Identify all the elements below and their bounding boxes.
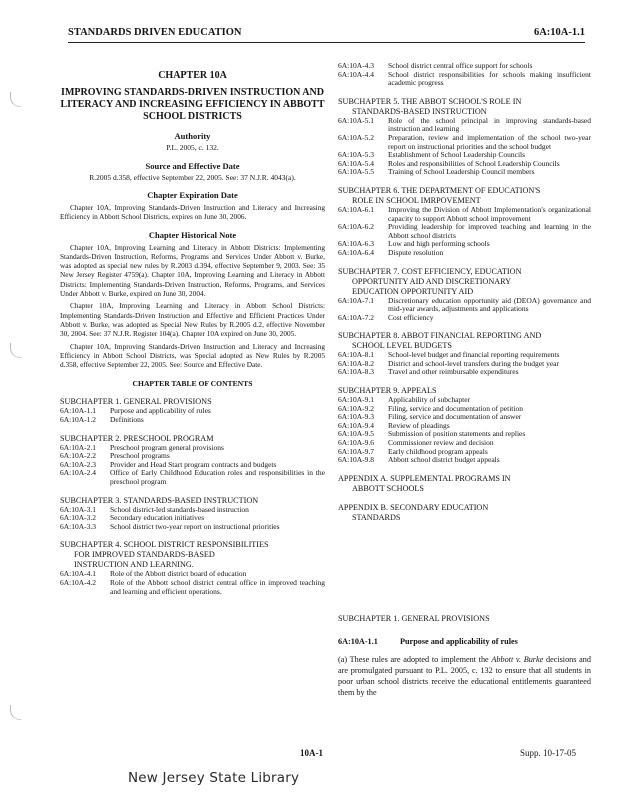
toc-entry — [60, 469, 325, 486]
toc-entry — [338, 456, 591, 465]
rule-number: 6A:10A-1.1 — [338, 637, 378, 646]
toc-entry-title: Role of the Abbott district board of education — [110, 569, 247, 579]
toc-entry-number: 6A:10A-2.4 — [60, 468, 97, 478]
toc-entry-title: School district-led standards-based instruction — [110, 504, 249, 514]
toc-entry-number: 6A:10A-6.3 — [338, 239, 375, 249]
source-text: R.2005 d.358, effective September 22, 2005. See: 37 N.J.R. 4043(a). — [89, 172, 296, 182]
expiration-text: Chapter 10A, Improving Standards-Driven Instruction and Literacy and Increasing Efficiency in Abbott School Districts, expires on June 30, 2006. — [60, 203, 325, 222]
expiration-heading: Chapter Expiration Date — [147, 190, 238, 200]
chapter-subtitle: IMPROVING STANDARDS-DRIVEN INSTRUCTION AND LITERACY AND INCREASING EFFICIENCY IN ABBOTT SCHOOL DISTRICTS — [60, 87, 325, 122]
toc-entry-number: 6A:10A-7.1 — [338, 295, 375, 305]
toc-entry-number: 6A:10A-3.2 — [60, 513, 97, 523]
toc-entry-number: 6A:10A-8.1 — [338, 350, 375, 360]
toc-subchapter-heading-line: SCHOOL LEVEL BUDGETS — [352, 341, 452, 351]
toc-entry-number: 6A:10A-9.2 — [338, 403, 375, 413]
punch-hole-mark — [10, 705, 21, 720]
toc-entry-number: 6A:10A-9.4 — [338, 420, 375, 430]
toc-entry-title: Purpose and applicability of rules — [110, 406, 211, 416]
toc-entry-number: 6A:10A-2.1 — [60, 442, 97, 452]
toc-entry-title: Abbott school district budget appeals — [388, 455, 500, 465]
toc-entry-title: Roles and responsibilities of School Leadership Councils — [388, 158, 560, 168]
toc-entry-title: Establishment of School Leadership Councils — [388, 150, 526, 160]
toc-entry-title: Providing leadership for improved teaching and learning in the Abbott school districts — [388, 222, 591, 240]
toc-entry-title: Improving the Division of Abbott Implementation's organizational capacity to support Abbott school improvement — [388, 204, 591, 223]
toc-entry-title: Preschool program general provisions — [110, 442, 224, 452]
toc-heading: CHAPTER TABLE OF CONTENTS — [132, 379, 253, 389]
toc-entry-number: 6A:10A-9.6 — [338, 438, 375, 448]
toc-entry-number: 6A:10A-9.3 — [338, 412, 375, 422]
punch-hole-mark — [10, 343, 21, 358]
toc-subchapter-heading-line: SUBCHAPTER 9. APPEALS — [338, 386, 437, 396]
toc-entry-title: Discretionary education opportunity aid (DEOA) governance and mid-year awards, adjustments and applications — [388, 295, 591, 314]
toc-entry-title: District and school-level transfers during the budget year — [388, 358, 559, 368]
toc-entry-title: Preparation, review and implementation of the school two-year report on instructional priorities and the school budget — [388, 132, 591, 151]
toc-entry-number: 6A:10A-5.3 — [338, 150, 375, 160]
toc-entry-title: Preschool programs — [110, 451, 170, 461]
toc-entry-number: 6A:10A-6.1 — [338, 204, 375, 214]
running-header — [68, 27, 585, 43]
history-heading: Chapter Historical Note — [148, 229, 237, 240]
toc-entry-number: 6A:10A-1.2 — [60, 415, 97, 425]
toc-subchapter-heading-line: APPENDIX B. SECONDARY EDUCATION — [338, 502, 489, 512]
toc-entry-title: Low and high performing schools — [388, 239, 490, 249]
toc-entry-number: 6A:10A-9.1 — [338, 395, 375, 405]
rule-heading — [338, 637, 591, 646]
toc-entry — [60, 523, 325, 532]
toc-entry-number: 6A:10A-4.4 — [338, 69, 375, 79]
toc-entry — [338, 314, 591, 323]
toc-entry-number: 6A:10A-8.2 — [338, 358, 375, 368]
page-number: 10A-1 — [300, 748, 323, 758]
toc-entry-number: 6A:10A-4.1 — [60, 569, 97, 579]
toc-left-list — [60, 397, 325, 596]
toc-entry-number: 6A:10A-3.1 — [60, 504, 97, 514]
source-heading: Source and Effective Date — [145, 160, 240, 171]
toc-entry-title: School district two-year report on instructional priorities — [110, 521, 280, 531]
toc-subchapter-heading — [338, 331, 591, 351]
toc-subchapter-heading-line: SUBCHAPTER 4. SCHOOL DISTRICT RESPONSIBILITIES — [60, 540, 269, 550]
header-section-number: 6A:10A-1.1 — [533, 27, 585, 38]
toc-entry-title: School-level budget and financial reporting requirements — [388, 350, 560, 360]
toc-entry-number: 6A:10A-8.3 — [338, 367, 375, 377]
history-paragraph: Chapter 10A, Improving Learning and Literacy in Abbott School Districts: Implementing Standards-Driven Instruction and Effective and Efficient Practices Under Abbott v. Burke, was adopted as Special New Rules by R.2005 d.2, effective November 30, 2004. See: 37 N.J.R. Register 104(a). Chapter 10A expired on June 30, 2005. — [60, 301, 325, 339]
toc-entry-title: Definitions — [110, 415, 144, 425]
library-stamp: New Jersey State Library — [128, 770, 300, 786]
toc-subchapter-heading — [338, 267, 591, 297]
toc-entry — [338, 71, 591, 88]
toc-entry — [60, 444, 325, 453]
toc-entry-number: 6A:10A-3.3 — [60, 521, 97, 531]
toc-entry-title: School district central office support for schools — [388, 61, 533, 70]
toc-entry-number: 6A:10A-5.5 — [338, 167, 375, 177]
toc-entry-title: Role of the Abbott school district central office in improved teaching and learning and efficient operations. — [110, 577, 325, 596]
toc-entry-title: Early childhood program appeals — [388, 446, 488, 456]
toc-subchapter-heading — [338, 503, 591, 523]
rule-paragraph — [338, 654, 591, 698]
toc-subchapter-heading-line: SUBCHAPTER 1. GENERAL PROVISIONS — [60, 397, 212, 407]
toc-subchapter-heading — [338, 474, 591, 494]
toc-subchapter-heading — [338, 186, 591, 206]
toc-entry — [338, 134, 591, 151]
history-paragraph: Chapter 10A, Improving Learning and Literacy in Abbott Districts: Implementing Standards-Driven Instruction, Reforms, Programs and Services Under Abbott v. Burke, was adopted as special new rules by R.2003 d.394, effective September 9, 2003. See: 35 New Jersey Register 4759(a). Chapter 10A, Improving Learning and Literacy in Abbott Districts: Implementing Standards-Driven Instruction, Reforms, Programs, and Services Under Abbott v. Burke, expired on June 30, 2004. — [60, 242, 325, 299]
toc-subchapter-heading-line: INSTRUCTION AND LEARNING. — [74, 560, 194, 570]
toc-entry-number: 6A:10A-5.1 — [338, 115, 375, 125]
toc-entry — [338, 240, 591, 249]
header-title: STANDARDS DRIVEN EDUCATION — [68, 27, 242, 38]
toc-subchapter-heading-line: SUBCHAPTER 6. THE DEPARTMENT OF EDUCATION'S — [338, 185, 541, 195]
toc-subchapter-heading-line: OPPORTUNITY AID AND DISCRETIONARY — [352, 276, 512, 286]
toc-entry-title: Commissioner review and decision — [388, 438, 494, 448]
right-column — [338, 62, 591, 523]
toc-entry-number: 6A:10A-9.7 — [338, 446, 375, 456]
toc-subchapter-heading-line: SUBCHAPTER 7. COST EFFICIENCY, EDUCATION — [338, 266, 522, 276]
rule-text-start: (a) These rules are adopted to implement the — [338, 655, 492, 664]
toc-entry — [338, 368, 591, 377]
toc-subchapter-heading-line: SUBCHAPTER 2. PRESCHOOL PROGRAM — [60, 433, 214, 443]
history-paragraph: Chapter 10A, Improving Standards-Driven Instruction and Literacy and Increasing Efficiency in Abbott School Districts, was Special adopted as New Rules by R.2005 d.358, effective September 22, 2005. See: Source and Effective Date. — [60, 341, 325, 370]
toc-entry-title: Travel and other reimbursable expenditures — [388, 367, 519, 377]
left-column — [60, 62, 325, 596]
toc-entry-title: Secondary education initiatives — [110, 513, 205, 523]
toc-entry — [60, 416, 325, 425]
toc-entry-title: Provider and Head Start program contracts and budgets — [110, 459, 277, 469]
toc-entry-title: Filing, service and documentation of answer — [388, 412, 522, 422]
toc-entry-number: 6A:10A-4.3 — [338, 61, 375, 70]
toc-subchapter-heading-line: STANDARDS-BASED INSTRUCTION — [352, 106, 487, 116]
toc-entry-number: 6A:10A-1.1 — [60, 406, 97, 416]
toc-subchapter-heading-line: SUBCHAPTER 3. STANDARDS-BASED INSTRUCTION — [60, 495, 259, 505]
toc-entry — [60, 579, 325, 596]
authority-text: P.L. 2005, c. 132. — [166, 143, 219, 152]
body-section — [338, 614, 591, 698]
toc-entry-title: School district responsibilities for schools making insufficient academic progress — [388, 69, 591, 88]
body-subchapter-heading: SUBCHAPTER 1. GENERAL PROVISIONS — [338, 614, 490, 623]
toc-subchapter-heading — [338, 97, 591, 117]
toc-entry-number: 6A:10A-9.5 — [338, 429, 375, 439]
toc-subchapter-heading-line: ROLE IN SCHOOL IMRPOVEMENT — [352, 195, 481, 205]
toc-subchapter-heading-line: STANDARDS — [352, 512, 401, 522]
toc-entry — [338, 168, 591, 177]
rule-title: Purpose and applicability of rules — [400, 637, 518, 646]
toc-entry-number: 6A:10A-4.2 — [60, 577, 97, 587]
toc-subchapter-heading-line: SUBCHAPTER 5. THE ABBOT SCHOOL'S ROLE IN — [338, 96, 522, 106]
toc-entry-title: Cost efficiency — [388, 312, 434, 322]
toc-entry — [338, 297, 591, 314]
toc-subchapter-heading-line: ABBOTT SCHOOLS — [352, 483, 424, 493]
toc-subchapter-heading — [60, 540, 325, 570]
toc-entry-number: 6A:10A-6.4 — [338, 247, 375, 257]
toc-entry-number: 6A:10A-5.2 — [338, 132, 375, 142]
toc-subchapter-heading-line: SUBCHAPTER 8. ABBOT FINANCIAL REPORTING AND — [338, 331, 542, 341]
toc-entry-title: Dispute resolution — [388, 247, 444, 257]
toc-entry — [60, 407, 325, 416]
toc-entry-title: Submission of position statements and replies — [388, 429, 526, 439]
toc-entry-number: 6A:10A-5.4 — [338, 158, 375, 168]
toc-entry-title: Applicability of subchapter — [388, 395, 471, 405]
toc-entry — [338, 223, 591, 240]
punch-hole-mark — [10, 92, 21, 107]
toc-entry-number: 6A:10A-2.3 — [60, 459, 97, 469]
authority-heading: Authority — [174, 131, 211, 141]
toc-entry — [338, 249, 591, 258]
toc-subchapter-heading-line: EDUCATION OPPORTUNITY AID — [352, 286, 474, 296]
supplement-date: Supp. 10-17-05 — [520, 748, 576, 758]
rule-text-end: decisions and are promulgated pursuant to P.L. 2005, c. 132 to ensure that all students in poor urban school districts receive the educational entitlements guaranteed them by the — [338, 655, 591, 697]
toc-entry-title: Role of the school principal in improving standards-based instruction and learning — [388, 115, 591, 134]
toc-entry-number: 6A:10A-2.2 — [60, 451, 97, 461]
toc-right-list — [338, 97, 591, 523]
toc-subchapter-heading-line: FOR IMPROVED STANDARDS-BASED — [74, 550, 215, 560]
case-name: Abbott v. Burke — [491, 655, 544, 664]
toc-entry-number: 6A:10A-6.2 — [338, 222, 375, 232]
toc-entry — [338, 117, 591, 134]
toc-entry-title: Training of School Leadership Council members — [388, 167, 535, 177]
toc-entry-title: Office of Early Childhood Education roles and responsibilities in the preschool program — [110, 468, 325, 487]
toc-subchapter-heading-line: APPENDIX A. SUPPLEMENTAL PROGRAMS IN — [338, 473, 511, 483]
toc-entry-number: 6A:10A-9.8 — [338, 455, 375, 465]
toc-entry-number: 6A:10A-7.2 — [338, 312, 375, 322]
toc-entry — [338, 413, 591, 422]
toc-entry-title: Review of pleadings — [388, 420, 450, 430]
toc-entry — [338, 206, 591, 223]
toc-right-continued — [338, 62, 591, 88]
toc-entry-title: Filing, service and documentation of petition — [388, 403, 523, 413]
chapter-title: CHAPTER 10A — [158, 70, 227, 81]
